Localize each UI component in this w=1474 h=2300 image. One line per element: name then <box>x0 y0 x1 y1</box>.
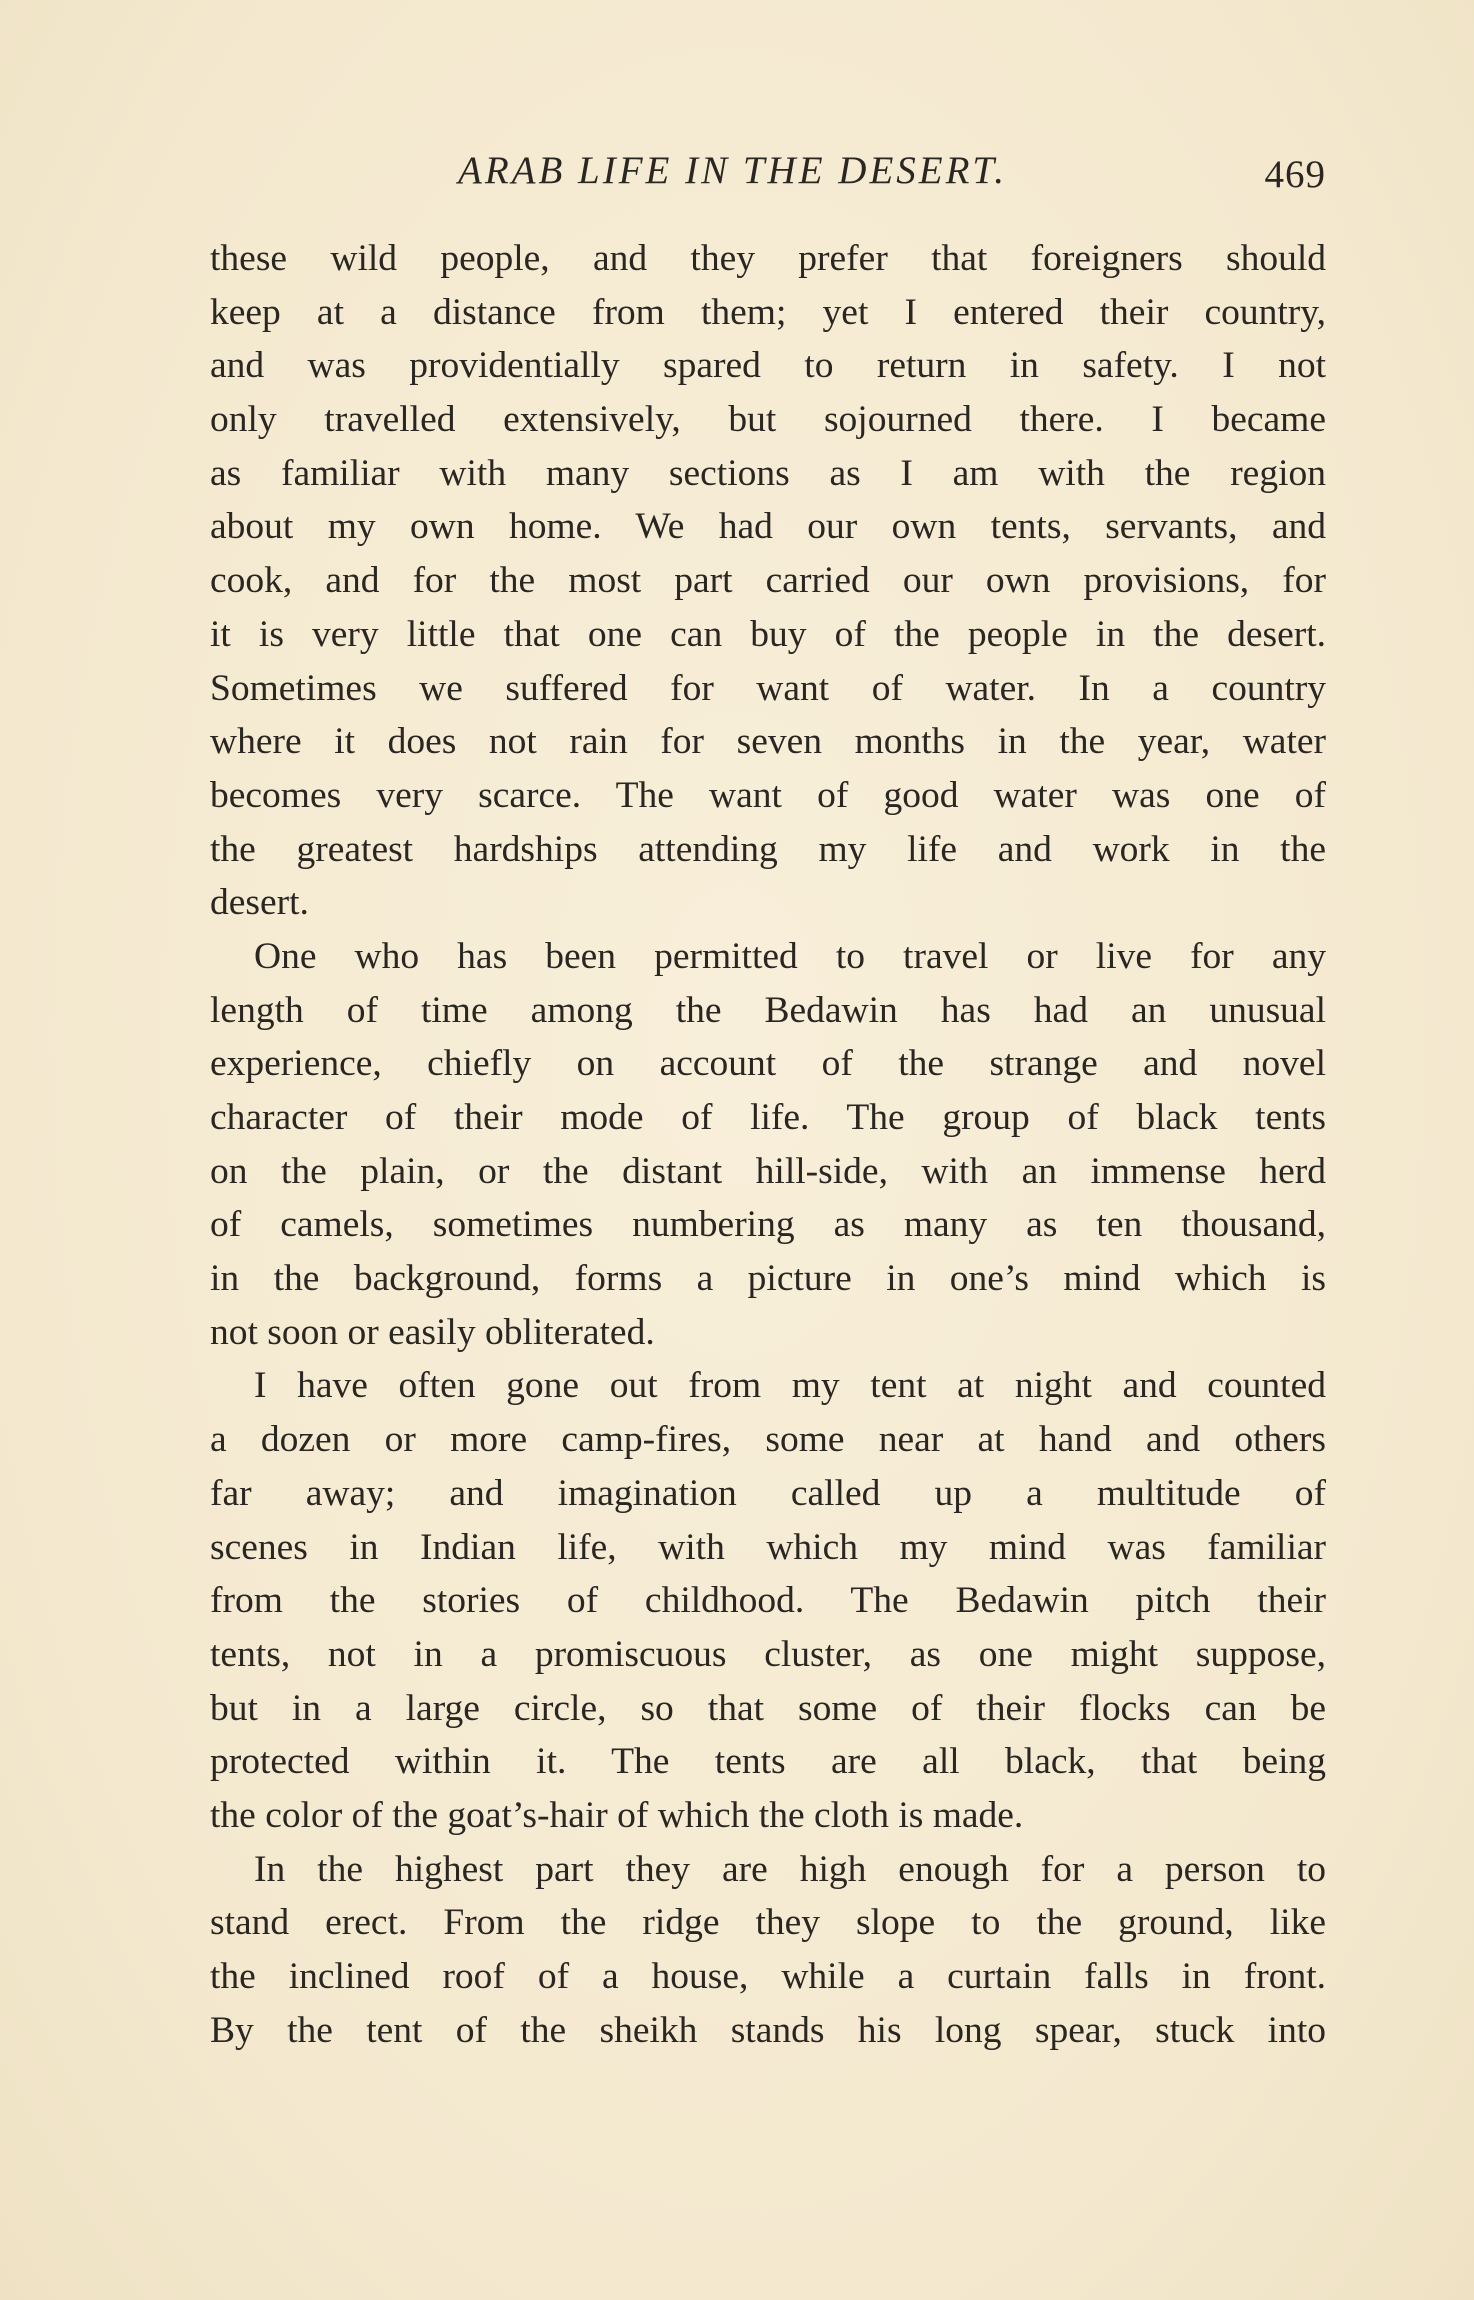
text-line: these wild people, and they prefer that foreigners should <box>210 238 1326 279</box>
text-line: as familiar with many sections as I am with the region <box>210 452 1326 494</box>
text-line: length of time among the Bedawin has had an unusual <box>210 989 1326 1031</box>
text-line: becomes very scarce. The want of good water was one of <box>210 774 1326 816</box>
text-line: tents, not in a promiscuous cluster, as one might suppose, <box>210 1633 1326 1675</box>
text-line: desert. <box>210 882 309 924</box>
running-title: ARAB LIFE IN THE DESERT. <box>458 149 1007 192</box>
page-number: 469 <box>1264 153 1326 196</box>
text-line: experience, chiefly on account of the strange and novel <box>210 1043 1326 1085</box>
text-line: the color of the goat’s-hair of which the cloth is made. <box>210 1794 1024 1836</box>
text-line: protected within it. The tents are all black, that being <box>210 1741 1326 1783</box>
text-line: scenes in Indian life, with which my mind was familiar <box>210 1526 1326 1568</box>
text-line: By the tent of the sheikh stands his long spear, stuck into <box>210 2009 1326 2051</box>
text-line: stand erect. From the ridge they slope to the ground, like <box>210 1902 1326 1944</box>
text-line: far away; and imagination called up a multitude of <box>210 1472 1326 1514</box>
text-line: and was providentially spared to return in safety. I not <box>210 345 1326 387</box>
text-line: about my own home. We had our own tents, servants, and <box>210 506 1326 548</box>
text-line: a dozen or more camp-fires, some near at hand and others <box>210 1419 1326 1461</box>
text-line: where it does not rain for seven months in the year, water <box>210 721 1326 763</box>
body-text <box>210 232 1326 2057</box>
text-line: it is very little that one can buy of the people in the desert. <box>210 613 1326 655</box>
text-line: but in a large circle, so that some of their flocks can be <box>210 1687 1326 1729</box>
text-line: One who has been permitted to travel or live for any <box>254 935 1326 977</box>
text-line: I have often gone out from my tent at night and counted <box>254 1365 1326 1407</box>
text-line: cook, and for the most part carried our own provisions, for <box>210 560 1326 602</box>
text-line: not soon or easily obliterated. <box>210 1311 655 1353</box>
text-line: of camels, sometimes numbering as many as ten thousand, <box>210 1204 1326 1246</box>
text-line: Sometimes we suffered for want of water. In a country <box>210 667 1326 709</box>
text-line: character of their mode of life. The group of black tents <box>210 1097 1326 1138</box>
text-line: on the plain, or the distant hill-side, with an immense herd <box>210 1150 1326 1192</box>
text-line: the inclined roof of a house, while a curtain falls in front. <box>210 1956 1326 1997</box>
text-line: in the background, forms a picture in one’s mind which is <box>210 1258 1326 1300</box>
text-line: only travelled extensively, but sojourned there. I became <box>210 399 1326 441</box>
page-header <box>210 148 1326 208</box>
text-line: keep at a distance from them; yet I entered their country, <box>210 291 1326 333</box>
text-line: the greatest hardships attending my life and work in the <box>210 828 1326 870</box>
text-line: In the highest part they are high enough for a person to <box>254 1848 1326 1890</box>
text-line: from the stories of childhood. The Bedawin pitch their <box>210 1580 1326 1622</box>
